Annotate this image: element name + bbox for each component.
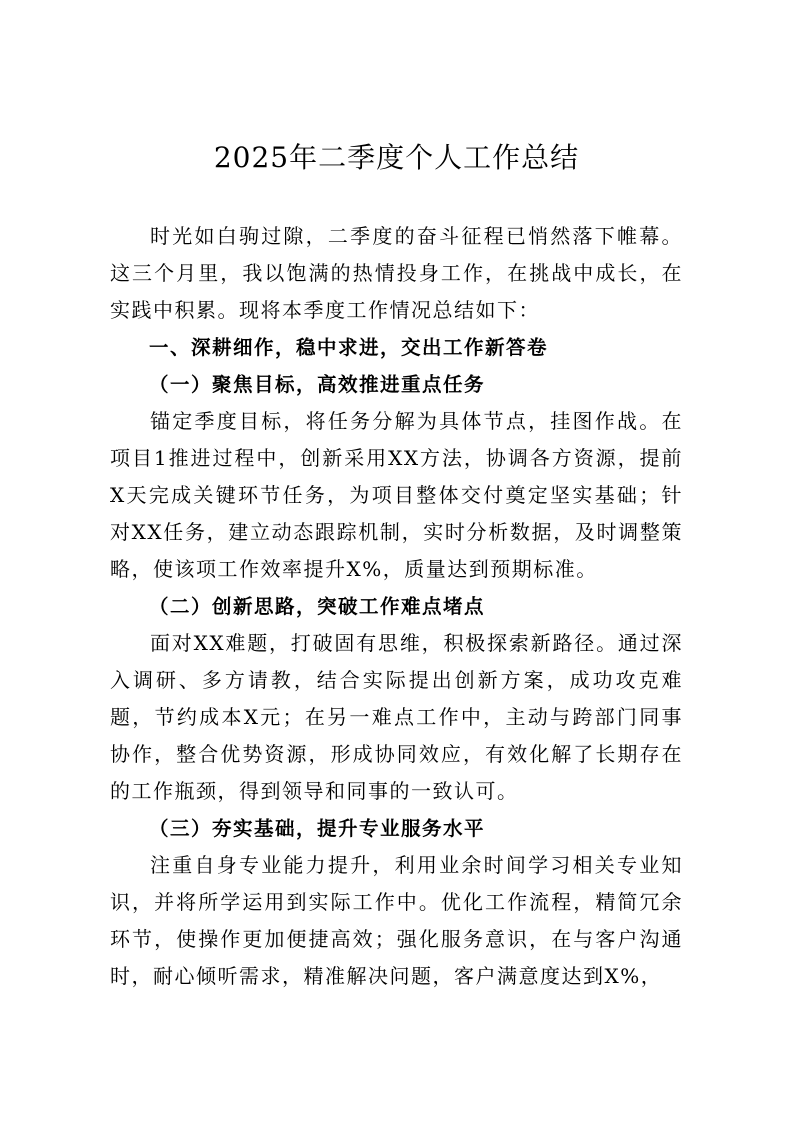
subsection-paragraph-3: 注重自身专业能力提升，利用业余时间学习相关专业知识，并将所学运用到实际工作中。优化工作流程，精简冗余环节，使操作更加便捷高效；强化服务意识，在与客户沟通时，耐心倾听需求，精准解决问题，客户满意度达到X%， — [110, 853, 683, 988]
subsection-heading-3: （三）夯实基础，提升专业服务水平 — [149, 817, 486, 840]
document-body — [110, 218, 683, 995]
intro-paragraph: 时光如白驹过隙，二季度的奋斗征程已悄然落下帷幕。这三个月里，我以饱满的热情投身工作，在挑战中成长，在实践中积累。现将本季度工作情况总结如下： — [110, 224, 683, 322]
subsection-paragraph-2: 面对XX难题，打破固有思维，积极探索新路径。通过深入调研、多方请教，结合实际提出创新方案，成功攻克难题，节约成本X元；在另一难点工作中，主动与跨部门同事协作，整合优势资源，形成协同效应，有效化解了长期存在的工作瓶颈，得到领导和同事的一致认可。 — [110, 631, 683, 803]
section-heading-1: 一、深耕细作，稳中求进，交出工作新答卷 — [149, 336, 549, 359]
subsection-heading-2: （二）创新思路，突破工作难点堵点 — [149, 595, 486, 618]
subsection-paragraph-1: 锚定季度目标，将任务分解为具体节点，挂图作战。在项目1推进过程中，创新采用XX方法，协调各方资源，提前X天完成关键环节任务，为项目整体交付奠定坚实基础；针对XX任务，建立动态跟踪机制，实时分析数据，及时调整策略，使该项工作效率提升X%，质量达到预期标准。 — [110, 409, 683, 581]
document-title: 2025年二季度个人工作总结 — [213, 141, 580, 174]
subsection-heading-1: （一）聚焦目标，高效推进重点任务 — [149, 373, 486, 396]
